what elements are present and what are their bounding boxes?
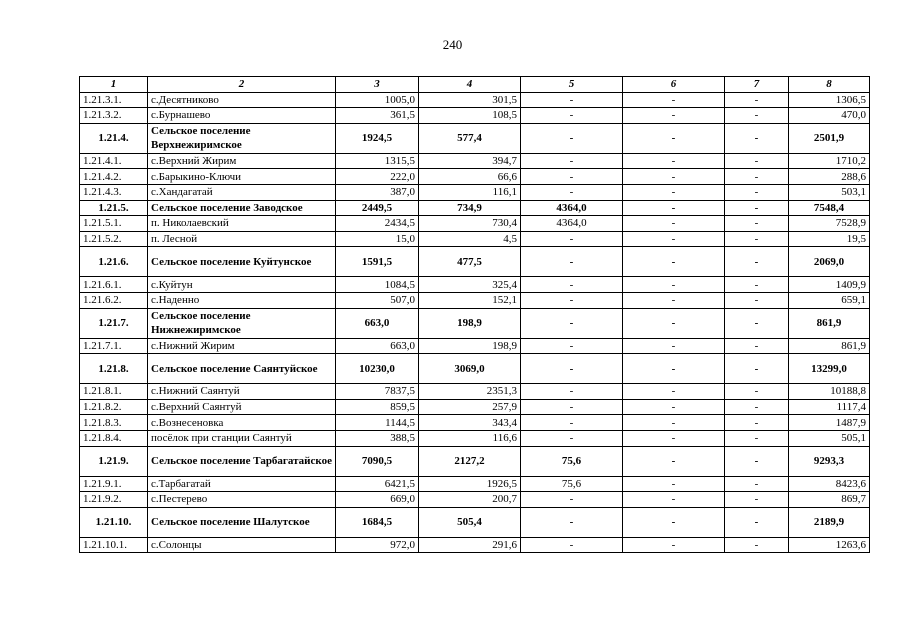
name-cell: Сельское поселение Шалутское	[148, 507, 336, 537]
col7-cell: -	[725, 430, 789, 446]
col4-cell: 734,9	[419, 200, 521, 216]
code-cell: 1.21.5.2.	[80, 231, 148, 247]
col8-cell: 659,1	[789, 292, 870, 308]
code-cell: 1.21.6.	[80, 247, 148, 277]
code-cell: 1.21.8.	[80, 354, 148, 384]
header-cell: 5	[521, 77, 623, 93]
col3-cell: 1084,5	[336, 277, 419, 293]
col8-cell: 505,1	[789, 430, 870, 446]
col3-cell: 7837,5	[336, 384, 419, 400]
code-cell: 1.21.5.1.	[80, 216, 148, 232]
col4-cell: 505,4	[419, 507, 521, 537]
table-row	[80, 492, 870, 508]
col8-cell: 9293,3	[789, 446, 870, 476]
name-cell: с.Барыкино-Ключи	[148, 169, 336, 185]
col4-cell: 477,5	[419, 247, 521, 277]
col6-cell: -	[623, 507, 725, 537]
col6-cell: -	[623, 308, 725, 338]
col8-cell: 7548,4	[789, 200, 870, 216]
col3-cell: 1684,5	[336, 507, 419, 537]
name-cell: с.Наденно	[148, 292, 336, 308]
col5-cell: -	[521, 153, 623, 169]
col5-cell: -	[521, 277, 623, 293]
col6-cell: -	[623, 537, 725, 553]
col8-cell: 869,7	[789, 492, 870, 508]
name-cell: Сельское поселение Саянтуйское	[148, 354, 336, 384]
col6-cell: -	[623, 292, 725, 308]
col5-cell: 75,6	[521, 476, 623, 492]
col5-cell: -	[521, 123, 623, 153]
name-cell: с.Куйтун	[148, 277, 336, 293]
col5-cell: -	[521, 507, 623, 537]
col7-cell: -	[725, 399, 789, 415]
name-cell: с.Хандагатай	[148, 184, 336, 200]
col7-cell: -	[725, 308, 789, 338]
col6-cell: -	[623, 108, 725, 124]
name-cell: с.Вознесеновка	[148, 415, 336, 431]
col4-cell: 152,1	[419, 292, 521, 308]
header-cell: 1	[80, 77, 148, 93]
col5-cell: -	[521, 184, 623, 200]
name-cell: с.Верхний Саянтуй	[148, 399, 336, 415]
col8-cell: 1710,2	[789, 153, 870, 169]
col7-cell: -	[725, 354, 789, 384]
col5-cell: -	[521, 292, 623, 308]
table-row-settlement	[80, 446, 870, 476]
table-row-settlement	[80, 507, 870, 537]
table-row	[80, 399, 870, 415]
col8-cell: 1263,6	[789, 537, 870, 553]
col4-cell: 108,5	[419, 108, 521, 124]
col5-cell: -	[521, 384, 623, 400]
col8-cell: 503,1	[789, 184, 870, 200]
table-body	[80, 92, 870, 553]
col8-cell: 7528,9	[789, 216, 870, 232]
col5-cell: 75,6	[521, 446, 623, 476]
col8-cell: 19,5	[789, 231, 870, 247]
col3-cell: 388,5	[336, 430, 419, 446]
col8-cell: 8423,6	[789, 476, 870, 492]
col3-cell: 6421,5	[336, 476, 419, 492]
col3-cell: 663,0	[336, 338, 419, 354]
code-cell: 1.21.7.	[80, 308, 148, 338]
col7-cell: -	[725, 153, 789, 169]
col8-cell: 1487,9	[789, 415, 870, 431]
table-row-settlement	[80, 308, 870, 338]
col7-cell: -	[725, 216, 789, 232]
col6-cell: -	[623, 354, 725, 384]
name-cell: с.Тарбагатай	[148, 476, 336, 492]
table-row	[80, 216, 870, 232]
col3-cell: 1005,0	[336, 92, 419, 108]
col3-cell: 1144,5	[336, 415, 419, 431]
col8-cell: 2501,9	[789, 123, 870, 153]
col6-cell: -	[623, 277, 725, 293]
col4-cell: 394,7	[419, 153, 521, 169]
col6-cell: -	[623, 415, 725, 431]
col4-cell: 200,7	[419, 492, 521, 508]
code-cell: 1.21.7.1.	[80, 338, 148, 354]
name-cell: с.Верхний Жирим	[148, 153, 336, 169]
col3-cell: 669,0	[336, 492, 419, 508]
table-row	[80, 231, 870, 247]
page-number: 240	[442, 37, 463, 52]
table-row	[80, 92, 870, 108]
code-cell: 1.21.3.2.	[80, 108, 148, 124]
code-cell: 1.21.5.	[80, 200, 148, 216]
col6-cell: -	[623, 184, 725, 200]
col8-cell: 470,0	[789, 108, 870, 124]
col5-cell: -	[521, 108, 623, 124]
col5-cell: -	[521, 430, 623, 446]
table-row	[80, 338, 870, 354]
col6-cell: -	[623, 92, 725, 108]
table-row	[80, 415, 870, 431]
table-row	[80, 153, 870, 169]
col3-cell: 1924,5	[336, 123, 419, 153]
code-cell: 1.21.8.1.	[80, 384, 148, 400]
col4-cell: 116,6	[419, 430, 521, 446]
col7-cell: -	[725, 292, 789, 308]
col6-cell: -	[623, 169, 725, 185]
col4-cell: 1926,5	[419, 476, 521, 492]
col7-cell: -	[725, 537, 789, 553]
col3-cell: 361,5	[336, 108, 419, 124]
col7-cell: -	[725, 338, 789, 354]
col7-cell: -	[725, 507, 789, 537]
col6-cell: -	[623, 200, 725, 216]
name-cell: с.Пестерево	[148, 492, 336, 508]
header-row	[80, 77, 870, 93]
col8-cell: 2069,0	[789, 247, 870, 277]
col7-cell: -	[725, 446, 789, 476]
col4-cell: 291,6	[419, 537, 521, 553]
header-cell: 8	[789, 77, 870, 93]
col3-cell: 222,0	[336, 169, 419, 185]
code-cell: 1.21.8.4.	[80, 430, 148, 446]
col6-cell: -	[623, 476, 725, 492]
data-table	[79, 76, 870, 553]
col3-cell: 2449,5	[336, 200, 419, 216]
col4-cell: 116,1	[419, 184, 521, 200]
table-row-settlement	[80, 354, 870, 384]
col6-cell: -	[623, 492, 725, 508]
header-cell: 2	[148, 77, 336, 93]
col6-cell: -	[623, 153, 725, 169]
col5-cell: -	[521, 354, 623, 384]
header-cell: 4	[419, 77, 521, 93]
col4-cell: 66,6	[419, 169, 521, 185]
col7-cell: -	[725, 247, 789, 277]
col7-cell: -	[725, 92, 789, 108]
code-cell: 1.21.9.	[80, 446, 148, 476]
name-cell: с.Нижний Жирим	[148, 338, 336, 354]
name-cell: п. Николаевский	[148, 216, 336, 232]
name-cell: с.Десятниково	[148, 92, 336, 108]
code-cell: 1.21.6.2.	[80, 292, 148, 308]
code-cell: 1.21.9.1.	[80, 476, 148, 492]
col6-cell: -	[623, 216, 725, 232]
col8-cell: 1306,5	[789, 92, 870, 108]
col5-cell: -	[521, 308, 623, 338]
name-cell: п. Лесной	[148, 231, 336, 247]
col5-cell: -	[521, 537, 623, 553]
col3-cell: 1591,5	[336, 247, 419, 277]
col7-cell: -	[725, 384, 789, 400]
col6-cell: -	[623, 446, 725, 476]
col6-cell: -	[623, 338, 725, 354]
code-cell: 1.21.8.2.	[80, 399, 148, 415]
code-cell: 1.21.4.2.	[80, 169, 148, 185]
header-cell: 3	[336, 77, 419, 93]
name-cell: Сельское поселение Нижнежиримское	[148, 308, 336, 338]
col7-cell: -	[725, 415, 789, 431]
table-row	[80, 476, 870, 492]
col4-cell: 577,4	[419, 123, 521, 153]
header-cell: 7	[725, 77, 789, 93]
code-cell: 1.21.4.3.	[80, 184, 148, 200]
col7-cell: -	[725, 492, 789, 508]
col7-cell: -	[725, 169, 789, 185]
name-cell: с.Бурнашево	[148, 108, 336, 124]
col4-cell: 343,4	[419, 415, 521, 431]
col3-cell: 7090,5	[336, 446, 419, 476]
col7-cell: -	[725, 108, 789, 124]
col5-cell: -	[521, 169, 623, 185]
col4-cell: 301,5	[419, 92, 521, 108]
col7-cell: -	[725, 123, 789, 153]
col5-cell: -	[521, 231, 623, 247]
col7-cell: -	[725, 476, 789, 492]
col8-cell: 861,9	[789, 338, 870, 354]
code-cell: 1.21.10.1.	[80, 537, 148, 553]
col8-cell: 2189,9	[789, 507, 870, 537]
col4-cell: 198,9	[419, 338, 521, 354]
code-cell: 1.21.8.3.	[80, 415, 148, 431]
col4-cell: 3069,0	[419, 354, 521, 384]
col7-cell: -	[725, 277, 789, 293]
col7-cell: -	[725, 200, 789, 216]
col8-cell: 1117,4	[789, 399, 870, 415]
table-row	[80, 430, 870, 446]
col8-cell: 288,6	[789, 169, 870, 185]
col3-cell: 972,0	[336, 537, 419, 553]
col5-cell: -	[521, 492, 623, 508]
code-cell: 1.21.6.1.	[80, 277, 148, 293]
col4-cell: 2127,2	[419, 446, 521, 476]
table-row	[80, 184, 870, 200]
col5-cell: -	[521, 415, 623, 431]
col8-cell: 10188,8	[789, 384, 870, 400]
col5-cell: 4364,0	[521, 200, 623, 216]
col8-cell: 861,9	[789, 308, 870, 338]
col8-cell: 1409,9	[789, 277, 870, 293]
col4-cell: 198,9	[419, 308, 521, 338]
name-cell: с.Нижний Саянтуй	[148, 384, 336, 400]
col3-cell: 1315,5	[336, 153, 419, 169]
table-row	[80, 537, 870, 553]
col3-cell: 15,0	[336, 231, 419, 247]
table-row	[80, 277, 870, 293]
col6-cell: -	[623, 384, 725, 400]
col6-cell: -	[623, 430, 725, 446]
col4-cell: 2351,3	[419, 384, 521, 400]
table-row-settlement	[80, 247, 870, 277]
table-row	[80, 108, 870, 124]
code-cell: 1.21.3.1.	[80, 92, 148, 108]
code-cell: 1.21.4.	[80, 123, 148, 153]
col3-cell: 2434,5	[336, 216, 419, 232]
col5-cell: -	[521, 92, 623, 108]
name-cell: Сельское поселение Заводское	[148, 200, 336, 216]
col5-cell: -	[521, 399, 623, 415]
table-row	[80, 292, 870, 308]
col5-cell: -	[521, 247, 623, 277]
col4-cell: 325,4	[419, 277, 521, 293]
col7-cell: -	[725, 231, 789, 247]
table-row	[80, 384, 870, 400]
name-cell: с.Солонцы	[148, 537, 336, 553]
col6-cell: -	[623, 231, 725, 247]
name-cell: Сельское поселение Куйтунское	[148, 247, 336, 277]
col4-cell: 257,9	[419, 399, 521, 415]
col6-cell: -	[623, 399, 725, 415]
header-cell: 6	[623, 77, 725, 93]
name-cell: Сельское поселение Верхнежиримское	[148, 123, 336, 153]
col3-cell: 387,0	[336, 184, 419, 200]
table-row-settlement	[80, 200, 870, 216]
col3-cell: 507,0	[336, 292, 419, 308]
col4-cell: 730,4	[419, 216, 521, 232]
col5-cell: 4364,0	[521, 216, 623, 232]
code-cell: 1.21.9.2.	[80, 492, 148, 508]
col6-cell: -	[623, 123, 725, 153]
name-cell: Сельское поселение Тарбагатайское	[148, 446, 336, 476]
col3-cell: 859,5	[336, 399, 419, 415]
col5-cell: -	[521, 338, 623, 354]
col4-cell: 4,5	[419, 231, 521, 247]
code-cell: 1.21.10.	[80, 507, 148, 537]
table-row-settlement	[80, 123, 870, 153]
code-cell: 1.21.4.1.	[80, 153, 148, 169]
name-cell: посёлок при станции Саянтуй	[148, 430, 336, 446]
col3-cell: 663,0	[336, 308, 419, 338]
col7-cell: -	[725, 184, 789, 200]
col8-cell: 13299,0	[789, 354, 870, 384]
table-row	[80, 169, 870, 185]
col6-cell: -	[623, 247, 725, 277]
col3-cell: 10230,0	[336, 354, 419, 384]
